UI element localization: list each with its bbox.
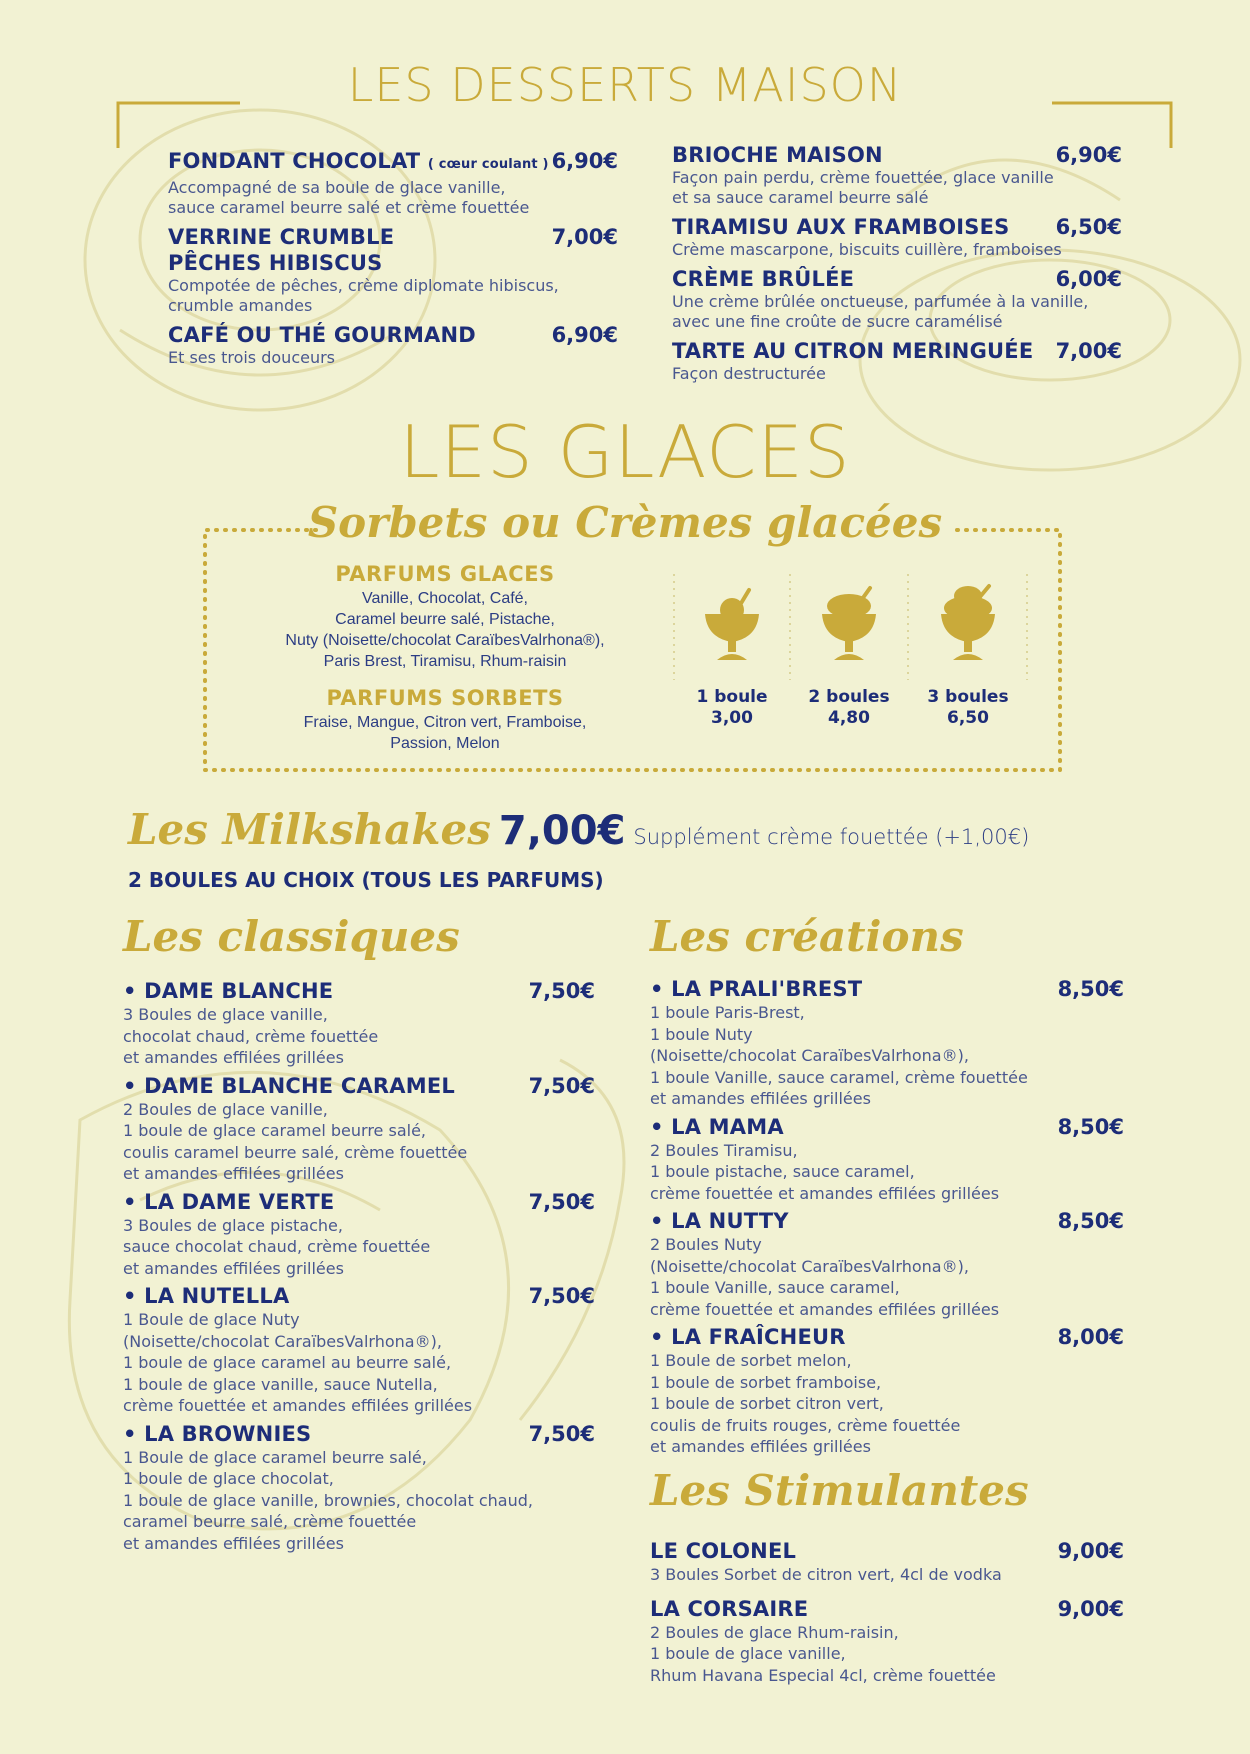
menu-item [650, 1596, 1124, 1687]
item-description: 3 Boules de glace pistache, sauce chocolat chaud, crème fouettée et amandes effilées grillées [123, 1215, 431, 1278]
item-price: 7,50€ [528, 979, 595, 1003]
glaces-title: LES GLACES [399, 410, 851, 494]
item-price: 6,90€ [551, 149, 618, 173]
ice-cream-cup-icon [814, 582, 884, 672]
item-description: 2 Boules Nuty (Noisette/chocolat CaraïbesValrhona®), 1 boule Vanille, sauce caramel, crème fouettée et amandes effilées grillées [650, 1235, 1000, 1319]
item-name: CRÈME BRÛLÉE [672, 267, 855, 291]
item-description: 3 Boules Sorbet de citron vert, 4cl de vodka [650, 1565, 1002, 1584]
item-name: • LA NUTTY [650, 1209, 789, 1233]
item-price: 6,50€ [1055, 215, 1122, 239]
item-name: • LA DAME VERTE [123, 1189, 335, 1214]
menu-item [123, 1421, 595, 1555]
item-description: 2 Boules Tiramisu, 1 boule pistache, sauce caramel, crème fouettée et amandes effilées grillées [650, 1140, 1000, 1203]
menu-item [650, 1114, 1124, 1205]
ice-cream-cup-icon [697, 582, 767, 672]
classiques-title: Les classiques [123, 912, 460, 961]
item-name: LE COLONEL [650, 1539, 797, 1563]
item-description: Compotée de pêches, crème diplomate hibiscus, crumble amandes [168, 276, 559, 315]
scoop-label: 1 boule [696, 687, 768, 707]
item-description: Crème mascarpone, biscuits cuillère, framboises [672, 240, 1062, 259]
milkshakes-header [128, 805, 1029, 854]
item-price: 6,00€ [1055, 267, 1122, 291]
item-name: • DAME BLANCHE CARAMEL [123, 1073, 455, 1098]
item-price: 9,00€ [1057, 1596, 1124, 1621]
item-name: • LA BROWNIES [123, 1421, 312, 1446]
item-description: 1 Boule de glace Nuty (Noisette/chocolat CaraïbesValrhona®), 1 boule de glace caramel au beurre salé, 1 boule de glace vanille, sauce Nutella, crème fouettée et amandes effilées grillées [123, 1310, 473, 1415]
item-note: ( cœur coulant ) [427, 157, 549, 172]
desserts-left-column [168, 148, 618, 374]
item-price: 6,90€ [1055, 143, 1122, 167]
parfums-glaces-list: Vanille, Chocolat, Café, Caramel beurre salé, Pistache, Nuty (Noisette/chocolat CaraïbesValrhona®), Paris Brest, Tiramisu, Rhum-raisin [285, 590, 605, 670]
item-name: • DAME BLANCHE [123, 979, 334, 1003]
item-price: 6,90€ [551, 323, 618, 347]
creations-title: Les créations [650, 912, 964, 961]
item-name: TIRAMISU AUX FRAMBOISES [672, 215, 1010, 239]
menu-item [123, 978, 595, 1069]
item-description: 2 Boules de glace vanille, 1 boule de glace caramel beurre salé, coulis caramel beurre salé, crème fouettée et amandes effilées grillées [123, 1099, 468, 1183]
item-name: FONDANT CHOCOLAT [168, 149, 421, 173]
item-price: 8,50€ [1057, 1114, 1124, 1139]
parfums-glaces-title: PARFUMS GLACES [335, 562, 555, 586]
item-price: 7,00€ [1055, 339, 1122, 363]
parfums-glaces [225, 562, 665, 672]
scoop-option-2 [799, 582, 899, 729]
item-name: • LA MAMA [650, 1114, 784, 1139]
parfums-sorbets-title: PARFUMS SORBETS [326, 686, 564, 710]
menu-item [168, 322, 618, 368]
menu-item [123, 1073, 595, 1185]
scoop-label: 2 boules [808, 687, 890, 707]
menu-item [650, 976, 1124, 1110]
scoop-label: 3 boules [927, 687, 1009, 707]
desserts-title: LES DESSERTS MAISON [347, 58, 903, 112]
item-name: TARTE AU CITRON MERINGUÉE [672, 339, 1034, 363]
item-description: 3 Boules de glace vanille, chocolat chaud, crème fouettée et amandes effilées grillées [123, 1005, 379, 1067]
item-description: Une crème brûlée onctueuse, parfumée à la vanille, avec une fine croûte de sucre caramélisé [672, 292, 1089, 331]
creations-list [650, 976, 1124, 1462]
sorbets-title: Sorbets ou Crèmes glacées [307, 498, 943, 547]
menu-item [672, 142, 1122, 208]
item-description: 2 Boules de glace Rhum-raisin, 1 boule de glace vanille, Rhum Havana Especial 4cl, crème fouettée [650, 1622, 996, 1685]
item-name: • LA FRAÎCHEUR [650, 1325, 846, 1349]
menu-item [650, 1324, 1124, 1458]
milkshakes-price: 7,00€ [498, 808, 626, 854]
scoop-price: 4,80 [828, 708, 870, 728]
menu-item [650, 1208, 1124, 1320]
menu-item [123, 1189, 595, 1280]
menu-item [672, 214, 1122, 260]
item-description: 1 boule Paris-Brest, 1 boule Nuty (Noisette/chocolat CaraïbesValrhona®), 1 boule Vanille, sauce caramel, crème fouettée et amandes effilées grillées [650, 1003, 1028, 1108]
item-price: 7,50€ [528, 1284, 595, 1308]
ice-cream-cup-icon [933, 582, 1003, 672]
menu-item [650, 1538, 1124, 1586]
menu-item [168, 148, 618, 218]
item-price: 9,00€ [1057, 1539, 1124, 1563]
item-price: 8,50€ [1057, 1209, 1124, 1233]
parfums-sorbets [225, 686, 665, 754]
item-price: 7,50€ [528, 1073, 595, 1098]
item-name: BRIOCHE MAISON [672, 143, 883, 167]
item-name: • LA NUTELLA [123, 1284, 290, 1308]
item-name: CAFÉ OU THÉ GOURMAND [168, 323, 476, 347]
milkshakes-subtitle: 2 BOULES AU CHOIX (TOUS LES PARFUMS) [128, 868, 604, 892]
menu-item [672, 338, 1122, 384]
menu-item [168, 224, 618, 316]
menu-item [672, 266, 1122, 332]
item-price: 7,50€ [528, 1189, 595, 1214]
item-description: Façon destructurée [672, 364, 826, 383]
item-description: Façon pain perdu, crème fouettée, glace vanille et sa sauce caramel beurre salé [672, 168, 1054, 207]
item-price: 7,00€ [551, 225, 618, 249]
item-name: • LA PRALI'BREST [650, 977, 863, 1001]
stimulantes-list [650, 1538, 1124, 1690]
item-price: 8,50€ [1057, 977, 1124, 1001]
item-description: 1 Boule de glace caramel beurre salé, 1 boule de glace chocolat, 1 boule de glace vanille, brownies, chocolat chaud, caramel beurre salé, crème fouettée et amandes effilées grillées [123, 1447, 533, 1553]
item-name: LA CORSAIRE [650, 1596, 809, 1621]
item-name: VERRINE CRUMBLE PÊCHES HIBISCUS [168, 225, 395, 275]
menu-item [123, 1283, 595, 1417]
scoop-option-3 [918, 582, 1018, 729]
parfums-sorbets-list: Fraise, Mangue, Citron vert, Framboise, Passion, Melon [303, 714, 587, 752]
item-price: 7,50€ [528, 1421, 595, 1446]
classiques-list [123, 978, 595, 1558]
desserts-right-column [672, 142, 1122, 390]
scoop-price: 6,50 [947, 708, 989, 728]
item-price: 8,00€ [1057, 1325, 1124, 1349]
item-description: Et ses trois douceurs [168, 348, 336, 367]
item-description: 1 Boule de sorbet melon, 1 boule de sorbet framboise, 1 boule de sorbet citron vert, coulis de fruits rouges, crème fouettée et amandes effilées grillées [650, 1351, 961, 1456]
milkshakes-title: Les Milkshakes [128, 805, 491, 854]
item-description: Accompagné de sa boule de glace vanille, sauce caramel beurre salé et crème fouettée [168, 178, 530, 217]
milkshakes-supplement: Supplément crème fouettée (+1,00€) [633, 825, 1030, 849]
stimulantes-title: Les Stimulantes [650, 1466, 1029, 1515]
scoop-price: 3,00 [711, 708, 753, 728]
scoop-option-1 [682, 582, 782, 729]
